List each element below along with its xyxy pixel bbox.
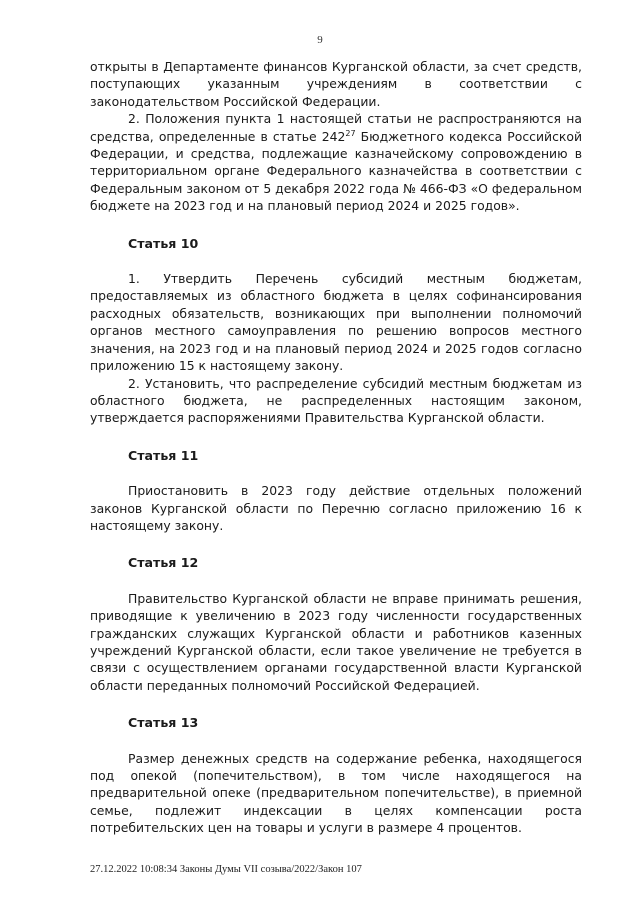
paragraph-point-2-text: 2. Положения пункта 1 настоящей статьи не распространяются на средства, определенные в статье 242	[90, 111, 582, 144]
article-12-heading: Статья 12	[128, 555, 199, 571]
document-footer: 27.12.2022 10:08:34 Законы Думы VII созыва/2022/Закон 107	[90, 864, 362, 875]
article-superscript: 27	[345, 128, 356, 138]
paragraph-point-2	[90, 110, 582, 214]
article-13-heading: Статья 13	[128, 715, 199, 731]
article-10-heading: Статья 10	[128, 235, 199, 251]
article-10-point-1: 1. Утвердить Перечень субсидий местным бюджетам, предоставляемых из областного бюджета в целях софинансирования расходных обязательств, возникающих при выполнении полномочий органов местного самоуправления по решению вопросов местного значения, на 2023 год и на плановый период 2024 и 2025 годов согласно приложению 15 к настоящему закону.	[90, 271, 582, 374]
paragraph-continuation: открыты в Департаменте финансов Курганской области, за счет средств, поступающих указанным учреждениям в соответствии с законодательством Российской Федерации.	[90, 59, 582, 109]
paragraph-point-2-text-rest: Бюджетного кодекса Российской Федерации, и средства, подлежащие казначейскому сопровождению в территориальном органе Федерального казначейства в соответствии с Федеральным законом от 5 декабря 2022 года № 466-ФЗ «О федеральном бюджете на 2023 год и на плановый период 2024 и 2025 годов».	[90, 128, 582, 214]
article-10-point-2: 2. Установить, что распределение субсидий местным бюджетам из областного бюджета, не распределенных настоящим законом, утверждается распоряжениями Правительства Курганской области.	[90, 375, 582, 426]
article-11-heading: Статья 11	[128, 447, 199, 463]
article-12-paragraph: Правительство Курганской области не вправе принимать решения, приводящие к увеличению в 2023 году численности государственных гражданских служащих Курганской области и работников казенных учреждений Курганской области, если такое увеличение не требуется в связи с осуществлением органами государственной власти Курганской области переданных полномочий Российской Федерацией.	[90, 590, 582, 693]
article-11-paragraph: Приостановить в 2023 году действие отдельных положений законов Курганской области по Перечню согласно приложению 16 к настоящему закону.	[90, 483, 582, 533]
page-number: 9	[317, 34, 323, 46]
document-body	[90, 58, 582, 837]
article-13-paragraph: Размер денежных средств на содержание ребенка, находящегося под опекой (попечительством), в том числе находящегося на предварительной опеке (предварительном попечительстве), в приемной семье, подлежит индексации в целях компенсации роста потребительских цен на товары и услуги в размере 4 процентов.	[90, 750, 582, 836]
